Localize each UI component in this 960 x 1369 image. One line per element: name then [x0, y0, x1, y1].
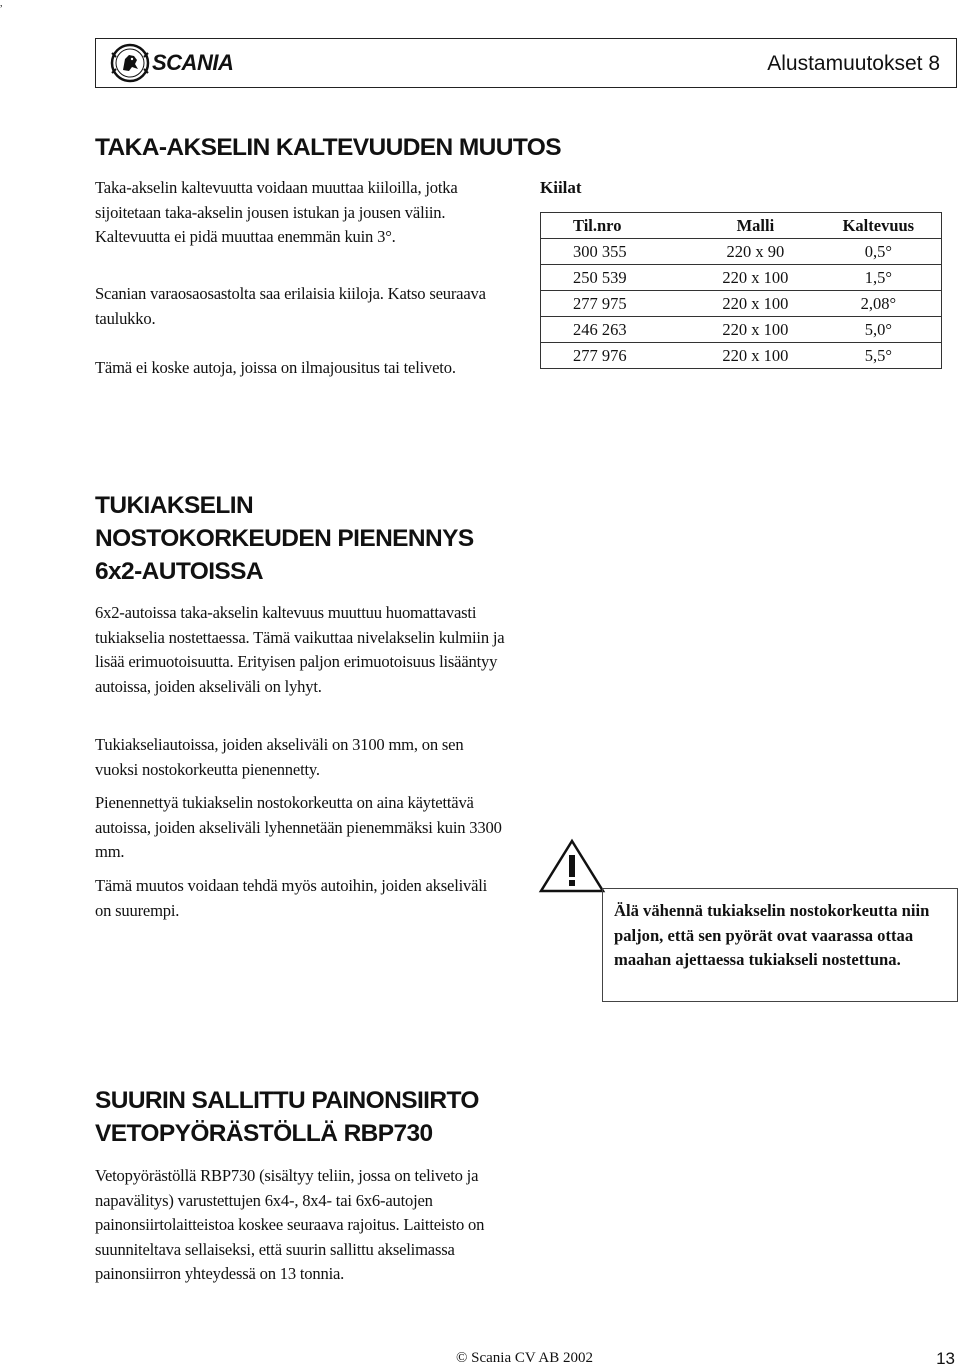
- part-number-cell: 300 355: [573, 241, 627, 261]
- wedge-table: [540, 212, 942, 369]
- section-heading-weight-transfer: [95, 1084, 479, 1150]
- table-row: [541, 317, 942, 343]
- column-header: Til.nro: [573, 215, 622, 235]
- table-row: [541, 343, 942, 369]
- brand-wordmark: SCANIA: [152, 50, 234, 75]
- angle-cell: 5,5°: [864, 345, 892, 365]
- page-title: Alustamuutokset 8: [767, 52, 940, 75]
- heading-line: VETOPYÖRÄSTÖLLÄ RBP730: [95, 1120, 433, 1147]
- model-cell: 220 x 100: [722, 345, 789, 365]
- heading-line: TUKIAKSELIN: [95, 492, 254, 519]
- model-cell: 220 x 100: [722, 293, 789, 313]
- warning-note: Älä vähennä tukiakselin nostokorkeutta niin paljon, että sen pyörät ovat vaarassa ottaa maahan ajettaessa tukiakseli nostettuna.: [602, 888, 958, 1002]
- page-header: [95, 38, 957, 88]
- angle-cell: 0,5°: [864, 241, 892, 261]
- paragraph: Tämä muutos voidaan tehdä myös autoihin, joiden akseliväli on suurempi.: [95, 876, 488, 920]
- page-number: 13: [936, 1349, 955, 1368]
- model-cell: 220 x 100: [722, 319, 789, 339]
- table-row: [541, 291, 942, 317]
- table-row: [541, 265, 942, 291]
- part-number-cell: 250 539: [573, 267, 627, 287]
- corner-mark: ,: [0, 0, 3, 9]
- heading-line: NOSTOKORKEUDEN PIENENNYS: [95, 525, 474, 552]
- copyright: © Scania CV AB 2002: [456, 1350, 593, 1366]
- heading-line: SUURIN SALLITTU PAINONSIIRTO: [95, 1087, 479, 1114]
- scania-logo: [110, 43, 233, 83]
- part-number-cell: 277 976: [573, 345, 627, 365]
- table-row: [541, 239, 942, 265]
- section-heading-rear-axle: TAKA-AKSELIN KALTEVUUDEN MUUTOS: [95, 134, 561, 161]
- paragraph: Scanian varaosaosastolta saa erilaisia kiiloja. Katso seuraava taulukko.: [95, 284, 486, 328]
- table-header-row: [541, 213, 942, 239]
- paragraph: Vetopyörästöllä RBP730 (sisältyy teliin, jossa on teliveto ja napavälitys) varustettujen 6x4-, 8x4- tai 6x6-autojen painonsiirtolaitteistoa koskee seuraava rajoitus. Laitteisto on suunniteltava sellaiseksi, että suurin sallittu akselimassa painonsiirron yhteydessä on 13 tonnia.: [95, 1166, 485, 1283]
- paragraph: Pienennettyä tukiakselin nostokorkeutta on aina käytettävä autoissa, joiden akseliväli lyhennetään pienemmäksi kuin 3300 mm.: [95, 793, 502, 861]
- part-number-cell: 246 263: [573, 319, 627, 339]
- paragraph: Taka-akselin kaltevuutta voidaan muuttaa kiiloilla, jotka sijoitetaan taka-akselin jousen istukan ja jousen väliin. Kaltevuutta ei pidä muuttaa enemmän kuin 3°.: [95, 178, 458, 246]
- paragraph: Tukiakseliautoissa, joiden akseliväli on 3100 mm, on sen vuoksi nostokorkeutta pienennetty.: [95, 735, 464, 779]
- heading-line: 6x2-AUTOISSA: [95, 558, 263, 585]
- model-cell: 220 x 100: [722, 267, 789, 287]
- section-heading-support-axle: [95, 489, 474, 588]
- angle-cell: 2,08°: [860, 293, 897, 313]
- part-number-cell: 277 975: [573, 293, 627, 313]
- column-header: Kaltevuus: [842, 215, 915, 235]
- griffin-emblem-icon: [110, 43, 150, 83]
- paragraph: 6x2-autoissa taka-akselin kaltevuus muuttuu huomattavasti tukiakselia nostettaessa. Tämä vaikuttaa nivelakselin kulmiin ja lisää erimuotoisuutta. Erityisen paljon erimuotoisuus lisääntyy autoissa, joiden akseliväli on lyhyt.: [95, 603, 505, 696]
- table-caption: Kiilat: [540, 178, 582, 197]
- paragraph: Tämä ei koske autoja, joissa on ilmajousitus tai teliveto.: [95, 358, 456, 377]
- model-cell: 220 x 90: [726, 241, 785, 261]
- angle-cell: 1,5°: [864, 267, 892, 287]
- angle-cell: 5,0°: [864, 319, 892, 339]
- column-header: Malli: [736, 215, 775, 235]
- warning-triangle-icon: [538, 838, 606, 899]
